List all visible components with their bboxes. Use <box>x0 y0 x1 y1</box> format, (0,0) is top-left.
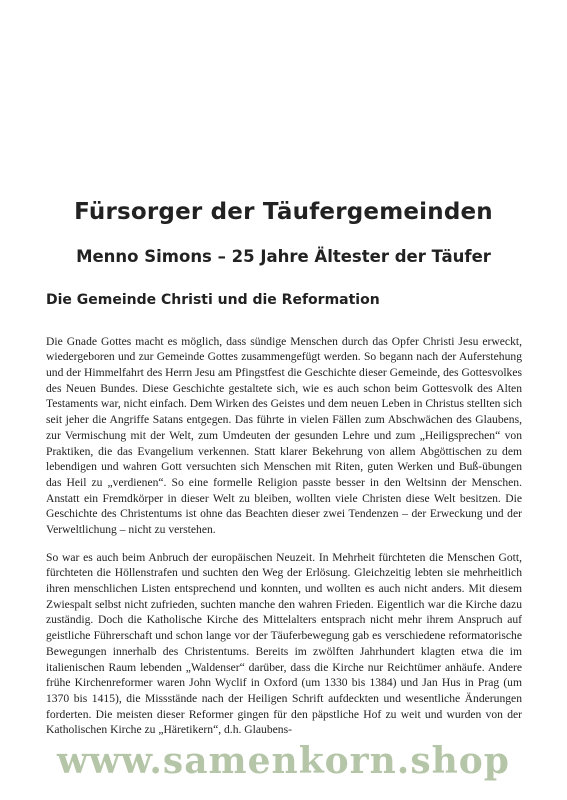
watermark: www.samenkorn.shop <box>57 740 510 782</box>
paragraph-2: So war es auch beim Anbruch der europäischen Neuzeit. In Mehrheit fürchteten die Menschen Gott, fürchteten die Höllenstrafen und suchten den Weg der Erlösung. Gleichzeitig lebten sie mehrheitlich ihren menschlichen Listen entsprechend und konnten, und wollten es auch nicht anders. Mit diesem Zwiespalt selbst nicht zufrieden, suchten manche den wahren Frieden. Eigentlich war die Kirche dazu zuständig. Doch die Katholische Kirche des Mittelalters entsprach nicht mehr ihrem Anspruch auf geistliche Führerschaft und schon lange vor der Täuferbewegung gab es verschiedene reformatorische Bewegungen innerhalb des Christentums. Bereits im zwölften Jahrhundert klagten etwa die im italienischen Raum lebenden „Waldenser“ darüber, dass die Kirche nur Reichtümer anhäufe. Andere frühe Kirchenreformer waren John Wyclif in Oxford (um 1330 bis 1384) und Jan Hus in Prag (um 1370 bis 1415), die Missstände nach der Heiligen Schrift aufdeckten und wesentliche Änderungen forderten. Die meisten dieser Reformer gingen für den päpstliche Hof zu weit und wurden von der Katholischen Kirche zu „Häretikern“, d.h. Glaubens- <box>46 550 522 737</box>
paragraph-1: Die Gnade Gottes macht es möglich, dass sündige Menschen durch das Opfer Christi Jesu erweckt, wiedergeboren und zur Gemeinde Gottes zusammengefügt werden. So begann nach der Auferstehung und der Himmelfahrt des Herrn Jesu am Pfingstfest die Geschichte dieser Gemeinde, des Gottesvolkes des Neuen Bundes. Diese Geschichte gestaltete sich, wie es auch schon beim Gottesvolk des Alten Testaments war, nicht einfach. Dem Wirken des Geistes und dem neuen Leben in Christus stellten sich seit jeher die Angriffe Satans entgegen. Das führte in vielen Fällen zum Abschwächen des Glaubens, zur Vermischung mit der Welt, zum Umdeuten der gesunden Lehre und zum „Heiligsprechen“ von Praktiken, die das Evangelium verkennen. Statt klarer Bekehrung von allem Abgöttischen zu dem lebendigen und wahren Gott versuchten sich Menschen mit Riten, guten Werken und Buß-übungen das Heil zu „verdienen“. So eine formelle Religion passte besser in den Weltsinn der Menschen. Anstatt ein Fremdkörper in dieser Welt zu bleiben, wollten viele Christen diese Welt besitzen. Die Geschichte des Christentums ist ohne das Beachten dieser zwei Tendenzen – der Erweckung und der Verweltlichung – nicht zu verstehen. <box>46 334 522 537</box>
chapter-subtitle: Menno Simons – 25 Jahre Ältester der Täufer <box>76 247 491 266</box>
chapter-title: Fürsorger der Täufergemeinden <box>74 199 493 225</box>
section-heading: Die Gemeinde Christi und die Reformation <box>46 292 380 308</box>
